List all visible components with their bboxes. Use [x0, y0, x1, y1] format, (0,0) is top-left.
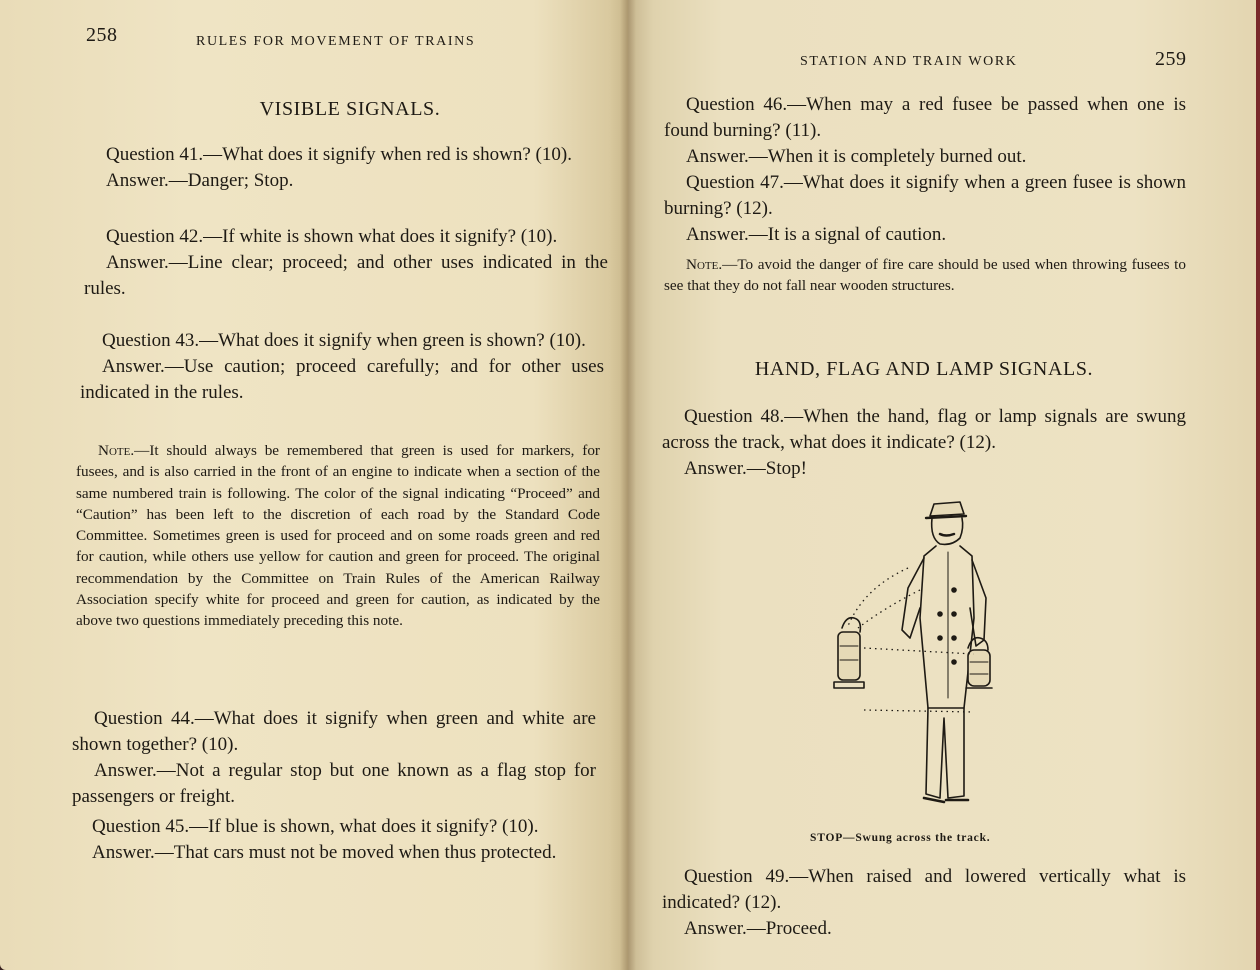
qa-45: [70, 814, 594, 866]
figure-caption-stop: STOP—Swung across the track.: [810, 832, 991, 844]
question-49: Question 49.—When raised and lowered vertically what is indicated? (12).: [662, 866, 1186, 913]
question-46: Question 46.—When may a red fusee be passed when one is found burning? (11).: [664, 94, 1186, 141]
book-gutter: [620, 0, 636, 970]
qa-46: [664, 92, 1186, 170]
qa-43: [80, 328, 604, 406]
right-page: [628, 0, 1260, 970]
note-text: —It should always be remembered that green is used for markers, for fusees, and is also carried in the front of an engine to indicate when a section of the same numbered train is following. The color of the signal indicating “Proceed” and “Caution” has been left to the discretion of each road by the Standard Code Committee. Sometimes green is used for proceed and on some roads green and red for caution, while others use yellow for caution and green for proceed. The original recommendation by the Committee on Train Rules of the American Railway Association specify white for proceed and green for caution, as indicated by the above two questions immediately preceding this note.: [76, 442, 600, 630]
qa-42: [84, 224, 608, 302]
qa-44: [72, 706, 596, 810]
question-43: Question 43.—What does it signify when green is shown? (10).: [102, 330, 586, 351]
left-running-head: RULES FOR MOVEMENT OF TRAINS: [196, 34, 476, 49]
question-47: Question 47.—What does it signify when a green fusee is shown burning? (12).: [664, 172, 1186, 219]
note-fusees: [664, 254, 1186, 297]
right-page-number: 259: [1155, 48, 1187, 70]
note-label: Note.: [98, 442, 135, 459]
book-cover-edge: [1256, 0, 1260, 970]
answer-44: Answer.—Not a regular stop but one known as a flag stop for passengers or freight.: [72, 760, 596, 807]
note-text-right: —To avoid the danger of fire care should be used when throwing fusees to see that they do not fall near wooden structures.: [664, 256, 1186, 295]
trainman-lamp-illustration: [824, 498, 1014, 828]
left-page: [0, 0, 628, 970]
answer-49: Answer.—Proceed.: [684, 918, 832, 939]
section-heading-hand-flag-lamp: HAND, FLAG AND LAMP SIGNALS.: [754, 358, 1094, 380]
answer-47: Answer.—It is a signal of caution.: [686, 224, 947, 245]
question-48: Question 48.—When the hand, flag or lamp signals are swung across the track, what does it indicate? (12).: [662, 406, 1186, 453]
answer-42: Answer.—Line clear; proceed; and other uses indicated in the rules.: [84, 252, 608, 299]
answer-45: Answer.—That cars must not be moved when thus protected.: [92, 842, 557, 863]
qa-48: [662, 404, 1186, 482]
question-44: Question 44.—What does it signify when green and white are shown together? (10).: [72, 708, 596, 755]
question-42: Question 42.—If white is shown what does it signify? (10).: [106, 226, 558, 247]
question-41: Question 41.—What does it signify when red is shown? (10).: [106, 144, 572, 165]
section-heading-visible-signals: VISIBLE SIGNALS.: [259, 98, 441, 120]
answer-43: Answer.—Use caution; proceed carefully; and for other uses indicated in the rules.: [80, 356, 604, 403]
answer-41: Answer.—Danger; Stop.: [106, 170, 294, 191]
qa-47: [664, 170, 1186, 248]
question-45: Question 45.—If blue is shown, what does it signify? (10).: [92, 816, 539, 837]
note-green-signal: [76, 440, 600, 632]
qa-49: [662, 864, 1186, 942]
left-page-number: 258: [86, 24, 118, 46]
answer-46: Answer.—When it is completely burned out.: [686, 146, 1027, 167]
answer-48: Answer.—Stop!: [684, 458, 807, 479]
note-label-right: Note.: [686, 256, 723, 273]
qa-41: [84, 142, 608, 194]
right-running-head: STATION AND TRAIN WORK: [800, 54, 1018, 69]
